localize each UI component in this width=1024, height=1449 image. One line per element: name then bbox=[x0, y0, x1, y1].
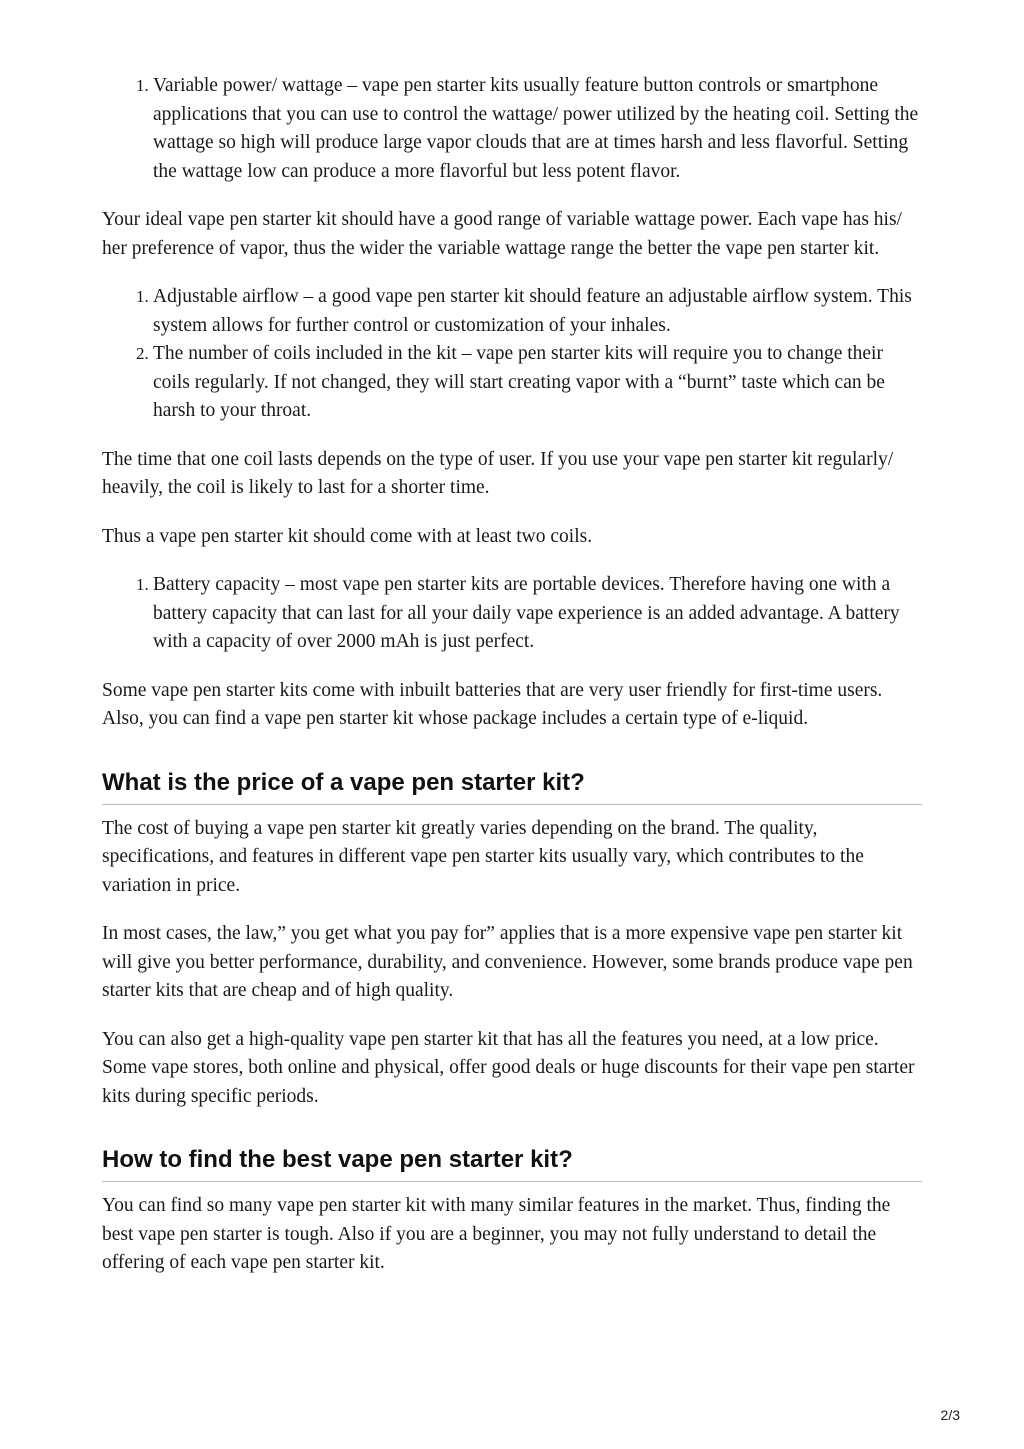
paragraph-low-price: You can also get a high-quality vape pen starter kit that has all the features you need, at a low price. Some vape stores, both online and physical, offer good deals or huge discounts for their vape pen starter kits during specific periods. bbox=[102, 1028, 915, 1107]
list-variable-power bbox=[102, 72, 922, 186]
paragraph-find-best: You can find so many vape pen starter kit with many similar features in the market. Thus, finding the best vape pen starter is tough. Also if you are a beginner, you may not fully understand to detail the offering of each vape pen starter kit. bbox=[102, 1195, 891, 1273]
list-item: 1. Adjustable airflow – a good vape pen starter kit should feature an adjustable airflow system. This system allows for further control or customization of your inhales. bbox=[153, 283, 922, 340]
document-page bbox=[102, 72, 922, 1298]
list-item: 1. Battery capacity – most vape pen starter kits are portable devices. Therefore having one with a battery capacity that can last for all your daily vape experience is an added advantage. A battery with a capacity of over 2000 mAh is just perfect. bbox=[153, 571, 922, 657]
list-item: 2. The number of coils included in the kit – vape pen starter kits will require you to change their coils regularly. If not changed, they will start creating vapor with a “burnt” taste which can be harsh to your throat. bbox=[153, 340, 922, 426]
section-heading-price: What is the price of a vape pen starter kit? bbox=[102, 768, 922, 805]
paragraph-cost: The cost of buying a vape pen starter kit greatly varies depending on the brand. The quality, specifications, and features in different vape pen starter kits usually vary, which contributes to the variation in price. bbox=[102, 817, 864, 896]
paragraph-wattage-range: Your ideal vape pen starter kit should have a good range of variable wattage power. Each vape has his/ her preference of vapor, thus the wider the variable wattage range the better the vape pen starter kit. bbox=[102, 209, 902, 259]
paragraph-two-coils: Thus a vape pen starter kit should come with at least two coils. bbox=[102, 525, 593, 547]
section-heading-find-best: How to find the best vape pen starter kit? bbox=[102, 1145, 922, 1182]
paragraph-coil-lifetime: The time that one coil lasts depends on the type of user. If you use your vape pen starter kit regularly/ heavily, the coil is likely to last for a shorter time. bbox=[102, 448, 894, 498]
paragraph-inbuilt-batteries: Some vape pen starter kits come with inbuilt batteries that are very user friendly for first-time users. Also, you can find a vape pen starter kit whose package includes a certain type of e-liquid. bbox=[102, 679, 883, 729]
list-airflow-coils bbox=[102, 283, 922, 426]
page-number: 2/3 bbox=[940, 1407, 960, 1423]
paragraph-law: In most cases, the law,” you get what you pay for” applies that is a more expensive vape pen starter kit will give you better performance, durability, and convenience. However, some brands produce vape pen starter kits that are cheap and of high quality. bbox=[102, 923, 913, 1001]
list-battery bbox=[102, 571, 922, 657]
list-item: 1. Variable power/ wattage – vape pen starter kits usually feature button controls or smartphone applications that you can use to control the wattage/ power utilized by the heating coil. Setting the wattage so high will produce large vapor clouds that are at times harsh and less flavorful. Setting the wattage low can produce a more flavorful but less potent flavor. bbox=[153, 72, 922, 186]
